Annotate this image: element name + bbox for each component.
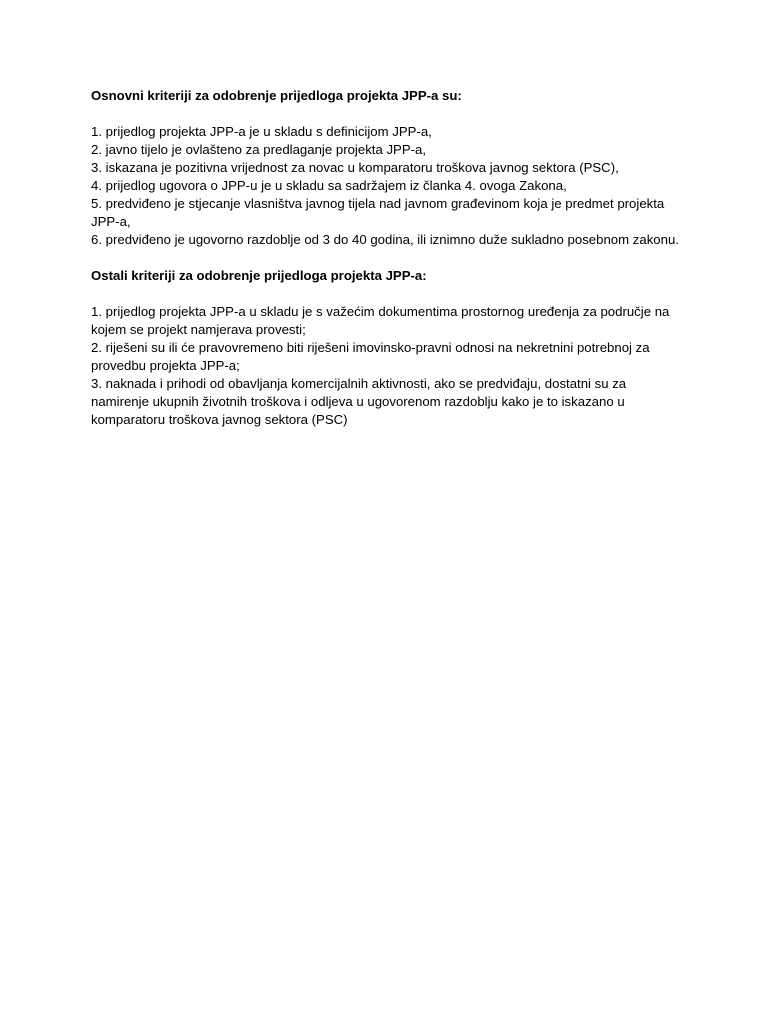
list-item: 6. predviđeno je ugovorno razdoblje od 3 do 40 godina, ili iznimno duže sukladno posebnom zakonu. (91, 232, 679, 247)
spacer (91, 249, 681, 267)
section-heading-basic-criteria: Osnovni kriteriji za odobrenje prijedloga projekta JPP-a su: (91, 88, 462, 103)
list-item: 1. prijedlog projekta JPP-a u skladu je s važećim dokumentima prostornog uređenja za područje na kojem se projekt namjerava provesti; (91, 304, 670, 337)
list-item: 3. iskazana je pozitivna vrijednost za novac u komparatoru troškova javnog sektora (PSC), (91, 160, 619, 175)
spacer (91, 105, 681, 123)
list-item: 2. riješeni su ili će pravovremeno biti riješeni imovinsko-pravni odnosi na nekretnini potrebnoj za provedbu projekta JPP-a; (91, 340, 650, 373)
other-criteria-list (91, 303, 681, 429)
list-item: 4. prijedlog ugovora o JPP-u je u skladu sa sadržajem iz članka 4. ovoga Zakona, (91, 178, 567, 193)
spacer (91, 285, 681, 303)
list-item: 3. naknada i prihodi od obavljanja komercijalnih aktivnosti, ako se predviđaju, dostatni su za namirenje ukupnih životnih troškova i odljeva u ugovorenom razdoblju kako je to iskazano u komparatoru troškova javnog sektora (PSC) (91, 376, 627, 427)
section-heading-other-criteria: Ostali kriteriji za odobrenje prijedloga projekta JPP-a: (91, 268, 427, 283)
list-item: 1. prijedlog projekta JPP-a je u skladu s definicijom JPP-a, (91, 124, 432, 139)
list-item: 2. javno tijelo je ovlašteno za predlaganje projekta JPP-a, (91, 142, 427, 157)
basic-criteria-list (91, 123, 681, 249)
list-item: 5. predviđeno je stjecanje vlasništva javnog tijela nad javnom građevinom koja je predmet projekta JPP-a, (91, 196, 665, 229)
document-page (91, 87, 681, 429)
